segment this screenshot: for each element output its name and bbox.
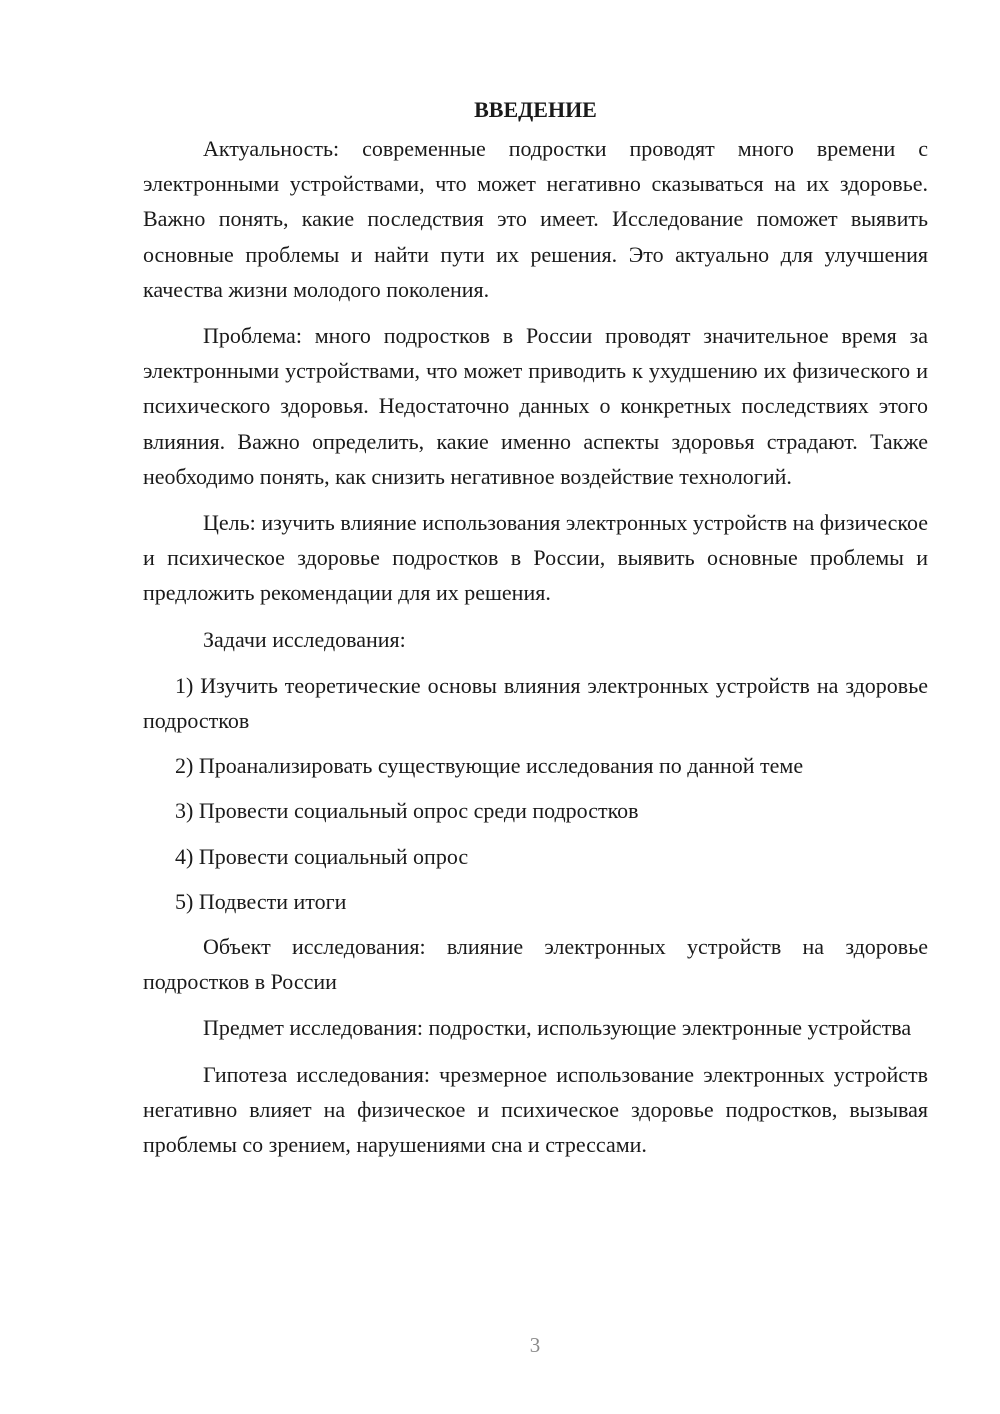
paragraph-subject: Предмет исследования: подростки, использующие электронные устройства xyxy=(203,1015,912,1041)
paragraph-object: Объект исследования: влияние электронных устройств на здоровье подростков в России xyxy=(143,934,928,995)
paragraph-relevance: Актуальность: современные подростки проводят много времени с электронными устройствами, что может негативно сказываться на их здоровье. Важно понять, какие последствия это имеет. Исследование поможет выявить основные проблемы и найти пути их решения. Это актуально для улучшения качества жизни молодого поколения. xyxy=(143,136,928,302)
task-item-3: 3) Провести социальный опрос среди подростков xyxy=(175,798,639,824)
task-item-5: 5) Подвести итоги xyxy=(175,888,347,914)
section-title: ВВЕДЕНИЕ xyxy=(474,97,597,122)
task-item-4: 4) Провести социальный опрос xyxy=(175,843,469,869)
tasks-heading: Задачи исследования: xyxy=(203,626,406,652)
task-item-1: 1) Изучить теоретические основы влияния электронных устройств на здоровье подростков xyxy=(143,672,928,734)
paragraph-hypothesis: Гипотеза исследования: чрезмерное использование электронных устройств негативно влияет на физическое и психическое здоровье подростков, вызывая проблемы со зрением, нарушениями сна и стрессами. xyxy=(143,1061,928,1158)
task-item-2: 2) Проанализировать существующие исследования по данной теме xyxy=(175,753,804,779)
paragraph-problem: Проблема: много подростков в России проводят значительное время за электронными устройствами, что может приводить к ухудшению их физического и психического здоровья. Недостаточно данных о конкретных последствиях этого влияния. Важно определить, какие именно аспекты здоровья страдают. Также необходимо понять, как снизить негативное воздействие технологий. xyxy=(143,323,928,489)
paragraph-goal: Цель: изучить влияние использования электронных устройств на физическое и психическое здоровье подростков в России, выявить основные проблемы и предложить рекомендации для их решения. xyxy=(143,510,928,606)
document-page xyxy=(143,92,928,1173)
page-number: 3 xyxy=(529,1333,541,1357)
